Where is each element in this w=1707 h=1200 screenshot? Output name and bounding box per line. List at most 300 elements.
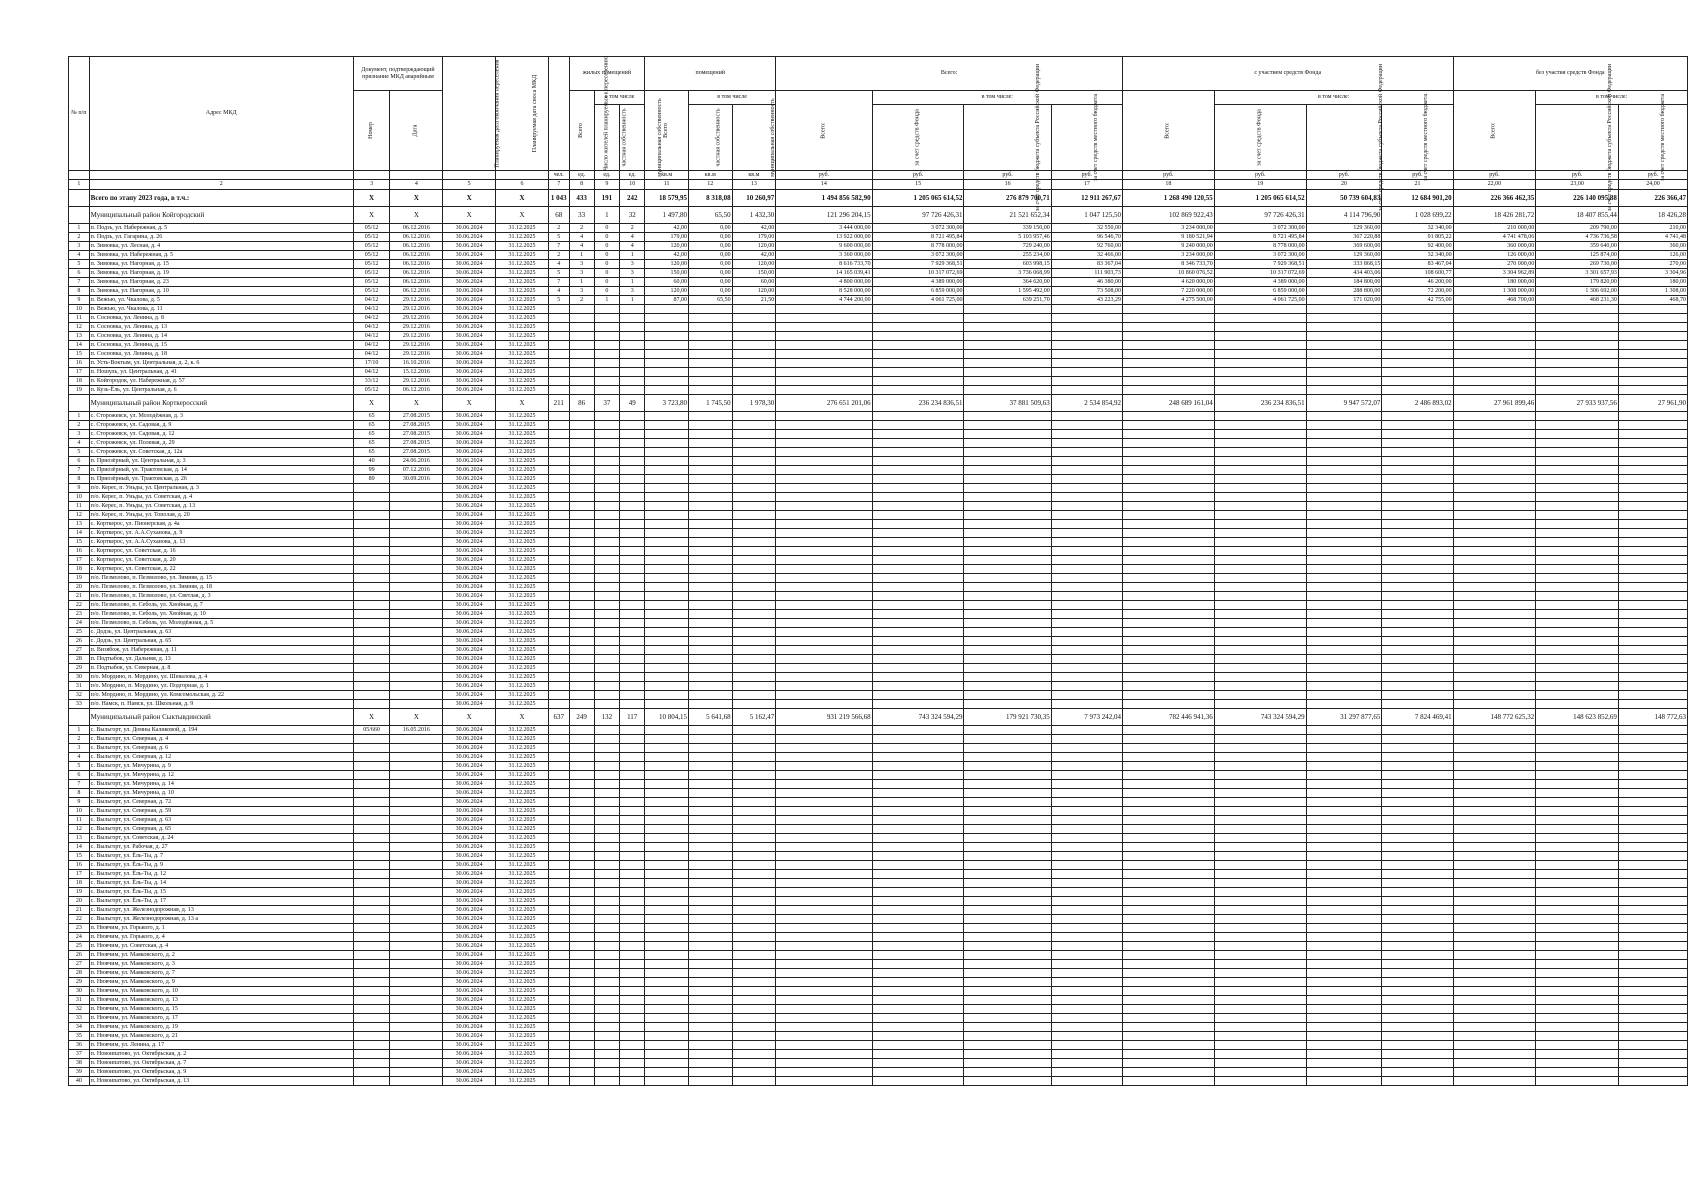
table-cell bbox=[964, 448, 1051, 457]
table-cell bbox=[964, 762, 1051, 771]
table-cell: 30.06.2024 bbox=[443, 834, 496, 843]
table-cell bbox=[1306, 1068, 1382, 1077]
table-cell bbox=[688, 556, 732, 565]
table-cell bbox=[390, 637, 443, 646]
table-cell bbox=[1618, 565, 1687, 574]
table-cell: 30.06.2024 bbox=[443, 789, 496, 798]
table-cell bbox=[548, 798, 569, 807]
table-cell bbox=[776, 1059, 872, 1068]
table-cell bbox=[1306, 305, 1382, 314]
table-cell bbox=[1536, 457, 1619, 466]
table-cell bbox=[1382, 448, 1453, 457]
table-cell: 27.08.2015 bbox=[390, 430, 443, 439]
table-cell bbox=[732, 601, 776, 610]
table-cell bbox=[732, 502, 776, 511]
table-cell bbox=[1122, 359, 1214, 368]
table-cell: 102 869 922,43 bbox=[1122, 207, 1214, 224]
table-cell bbox=[1618, 484, 1687, 493]
table-cell bbox=[569, 332, 594, 341]
table-cell bbox=[645, 502, 689, 511]
district-row bbox=[69, 395, 1688, 412]
table-cell bbox=[1214, 547, 1306, 556]
table-cell: 31.12.2025 bbox=[496, 287, 549, 296]
table-cell bbox=[732, 368, 776, 377]
table-cell bbox=[776, 502, 872, 511]
column-number-cell: 23,00 bbox=[1536, 180, 1619, 190]
area-municipal-header: муниципальная собственность bbox=[732, 105, 776, 171]
table-cell bbox=[1122, 637, 1214, 646]
table-cell: 30.06.2024 bbox=[443, 287, 496, 296]
table-cell bbox=[1536, 430, 1619, 439]
table-cell bbox=[1536, 637, 1619, 646]
table-cell bbox=[1306, 1014, 1382, 1023]
address-cell: с. Корткерос, ул. А.А.Суханова, д. 13 bbox=[89, 538, 353, 547]
table-cell bbox=[1382, 332, 1453, 341]
table-cell bbox=[1453, 1032, 1536, 1041]
table-cell bbox=[1453, 466, 1536, 475]
table-cell: 31.12.2025 bbox=[496, 852, 549, 861]
table-cell: 4 bbox=[69, 439, 90, 448]
table-cell: 0,00 bbox=[688, 287, 732, 296]
column-number-cell: 13 bbox=[732, 180, 776, 190]
table-cell bbox=[872, 529, 964, 538]
table-cell: 9 947 572,07 bbox=[1306, 395, 1382, 412]
table-cell bbox=[1306, 314, 1382, 323]
table-cell bbox=[872, 700, 964, 709]
table-cell bbox=[872, 843, 964, 852]
table-cell: 40 bbox=[69, 1077, 90, 1086]
table-cell bbox=[1618, 377, 1687, 386]
table-cell bbox=[1382, 475, 1453, 484]
table-cell: 30.06.2024 bbox=[443, 1023, 496, 1032]
unit-cell: ед. bbox=[569, 171, 594, 180]
table-cell bbox=[390, 780, 443, 789]
table-cell: 43 223,29 bbox=[1051, 296, 1122, 305]
table-cell: 18 bbox=[69, 377, 90, 386]
table-cell bbox=[1214, 978, 1306, 987]
table-cell bbox=[353, 565, 390, 574]
table-cell bbox=[620, 377, 645, 386]
address-cell: с. Выльгорт, ул. Северная, д. 63 bbox=[89, 816, 353, 825]
table-cell bbox=[569, 870, 594, 879]
table-cell bbox=[390, 942, 443, 951]
table-cell bbox=[594, 673, 619, 682]
table-cell bbox=[390, 1023, 443, 1032]
table-cell bbox=[390, 744, 443, 753]
table-cell: 31 bbox=[69, 996, 90, 1005]
table-cell: 31.12.2025 bbox=[496, 368, 549, 377]
table-cell bbox=[1536, 377, 1619, 386]
table-cell bbox=[1051, 843, 1122, 852]
table-cell bbox=[1051, 1068, 1122, 1077]
table-row bbox=[69, 1032, 1688, 1041]
table-cell bbox=[1122, 556, 1214, 565]
table-cell: 3 723,80 bbox=[645, 395, 689, 412]
table-cell bbox=[620, 574, 645, 583]
table-cell bbox=[872, 493, 964, 502]
table-cell: 65 bbox=[353, 421, 390, 430]
table-cell bbox=[1122, 368, 1214, 377]
table-cell bbox=[1214, 421, 1306, 430]
table-cell bbox=[732, 1077, 776, 1086]
table-cell bbox=[964, 520, 1051, 529]
table-cell bbox=[1306, 682, 1382, 691]
table-cell bbox=[1306, 350, 1382, 359]
table-cell bbox=[548, 332, 569, 341]
table-cell: 5 bbox=[548, 233, 569, 242]
table-cell: 31.12.2025 bbox=[496, 314, 549, 323]
table-cell bbox=[1051, 520, 1122, 529]
table-cell bbox=[872, 305, 964, 314]
table-cell bbox=[732, 753, 776, 762]
table-cell bbox=[1618, 753, 1687, 762]
table-cell bbox=[1618, 771, 1687, 780]
table-cell bbox=[732, 421, 776, 430]
table-cell: 33 bbox=[69, 700, 90, 709]
table-cell bbox=[620, 664, 645, 673]
table-cell bbox=[1306, 744, 1382, 753]
table-cell bbox=[732, 762, 776, 771]
table-cell: 30.06.2024 bbox=[443, 915, 496, 924]
table-cell bbox=[732, 726, 776, 735]
table-cell bbox=[776, 1068, 872, 1077]
table-cell bbox=[1214, 332, 1306, 341]
table-cell bbox=[594, 565, 619, 574]
table-cell bbox=[776, 978, 872, 987]
table-cell bbox=[569, 1005, 594, 1014]
table-cell: 249 bbox=[569, 709, 594, 726]
table-cell: 10 bbox=[69, 305, 90, 314]
table-cell bbox=[594, 601, 619, 610]
table-cell bbox=[594, 987, 619, 996]
table-cell bbox=[732, 915, 776, 924]
table-cell bbox=[964, 619, 1051, 628]
table-cell bbox=[594, 475, 619, 484]
table-cell bbox=[776, 430, 872, 439]
table-cell bbox=[569, 996, 594, 1005]
table-cell: 46 200,00 bbox=[1382, 278, 1453, 287]
table-row bbox=[69, 341, 1688, 350]
table-cell bbox=[548, 377, 569, 386]
table-cell: 27 bbox=[69, 960, 90, 969]
table-cell bbox=[964, 493, 1051, 502]
table-cell bbox=[1382, 726, 1453, 735]
table-cell: 236 234 836,51 bbox=[872, 395, 964, 412]
table-cell: 8 528 000,00 bbox=[776, 287, 872, 296]
table-cell bbox=[548, 691, 569, 700]
table-cell: 0,00 bbox=[688, 278, 732, 287]
table-cell bbox=[645, 637, 689, 646]
table-cell bbox=[594, 789, 619, 798]
table-cell: 8 bbox=[69, 287, 90, 296]
table-cell: 37 881 509,63 bbox=[964, 395, 1051, 412]
table-cell bbox=[732, 637, 776, 646]
table-cell bbox=[1122, 744, 1214, 753]
table-cell: 31.12.2025 bbox=[496, 798, 549, 807]
address-cell: п. Усть-Воктым, ул. Центральная, д. 2, к. 6 bbox=[89, 359, 353, 368]
table-cell bbox=[390, 1077, 443, 1086]
table-cell bbox=[872, 1059, 964, 1068]
table-cell bbox=[645, 762, 689, 771]
table-cell bbox=[620, 682, 645, 691]
table-cell bbox=[1051, 565, 1122, 574]
table-cell bbox=[1382, 421, 1453, 430]
table-cell: 18 bbox=[69, 879, 90, 888]
table-cell bbox=[1536, 610, 1619, 619]
table-cell: 120,00 bbox=[732, 242, 776, 251]
table-cell bbox=[964, 655, 1051, 664]
table-row bbox=[69, 960, 1688, 969]
table-cell bbox=[1214, 556, 1306, 565]
table-cell bbox=[732, 1068, 776, 1077]
table-cell bbox=[353, 547, 390, 556]
table-cell bbox=[645, 789, 689, 798]
table-cell bbox=[1536, 1077, 1619, 1086]
table-cell bbox=[964, 466, 1051, 475]
unit-cell bbox=[89, 171, 353, 180]
table-row bbox=[69, 421, 1688, 430]
table-cell bbox=[1536, 412, 1619, 421]
table-cell bbox=[688, 448, 732, 457]
table-cell bbox=[964, 888, 1051, 897]
table-cell bbox=[390, 807, 443, 816]
table-cell bbox=[1618, 1068, 1687, 1077]
table-cell: 68 bbox=[548, 207, 569, 224]
table-cell bbox=[1306, 753, 1382, 762]
address-cell: п. Приозёрный, ул. Центральная, д. 3 bbox=[89, 457, 353, 466]
table-cell bbox=[1214, 1059, 1306, 1068]
table-cell bbox=[548, 852, 569, 861]
table-cell bbox=[353, 520, 390, 529]
table-cell bbox=[620, 350, 645, 359]
table-cell bbox=[645, 960, 689, 969]
table-cell: 30.06.2024 bbox=[443, 655, 496, 664]
table-cell bbox=[1051, 439, 1122, 448]
table-cell bbox=[569, 520, 594, 529]
table-cell: 4 bbox=[620, 242, 645, 251]
table-cell bbox=[390, 664, 443, 673]
table-cell bbox=[390, 852, 443, 861]
table-cell bbox=[1536, 368, 1619, 377]
table-cell bbox=[353, 610, 390, 619]
table-cell bbox=[1618, 1059, 1687, 1068]
table-cell bbox=[964, 924, 1051, 933]
table-cell bbox=[548, 673, 569, 682]
table-cell bbox=[1122, 780, 1214, 789]
table-cell bbox=[1536, 493, 1619, 502]
table-cell bbox=[1051, 502, 1122, 511]
table-cell bbox=[1453, 1023, 1536, 1032]
table-cell: 65 bbox=[353, 412, 390, 421]
table-cell: 150,00 bbox=[732, 269, 776, 278]
table-cell: 3 304 962,89 bbox=[1453, 269, 1536, 278]
table-cell bbox=[548, 350, 569, 359]
table-cell bbox=[548, 942, 569, 951]
table-cell bbox=[872, 574, 964, 583]
table-cell: 3 234 000,00 bbox=[1122, 251, 1214, 260]
table-cell: 30.06.2024 bbox=[443, 628, 496, 637]
table-cell: 179 921 730,35 bbox=[964, 709, 1051, 726]
table-cell bbox=[620, 314, 645, 323]
table-cell bbox=[594, 628, 619, 637]
table-cell bbox=[353, 529, 390, 538]
table-cell: 31.12.2025 bbox=[496, 726, 549, 735]
table-cell bbox=[594, 888, 619, 897]
table-cell bbox=[569, 798, 594, 807]
table-cell bbox=[732, 466, 776, 475]
table-cell bbox=[1122, 421, 1214, 430]
table-row bbox=[69, 1005, 1688, 1014]
table-cell bbox=[620, 978, 645, 987]
table-cell bbox=[732, 574, 776, 583]
table-cell bbox=[872, 933, 964, 942]
table-cell bbox=[1536, 780, 1619, 789]
table-cell bbox=[1453, 789, 1536, 798]
table-cell bbox=[1122, 753, 1214, 762]
table-cell bbox=[594, 906, 619, 915]
table-cell bbox=[1382, 502, 1453, 511]
table-cell bbox=[620, 628, 645, 637]
table-cell bbox=[548, 924, 569, 933]
table-cell bbox=[548, 323, 569, 332]
table-cell bbox=[1051, 529, 1122, 538]
table-cell bbox=[594, 511, 619, 520]
table-cell bbox=[688, 682, 732, 691]
table-cell bbox=[620, 502, 645, 511]
table-cell: 7 bbox=[548, 278, 569, 287]
table-cell bbox=[776, 565, 872, 574]
table-cell bbox=[1536, 529, 1619, 538]
table-cell bbox=[594, 574, 619, 583]
table-cell bbox=[1051, 762, 1122, 771]
table-cell bbox=[353, 1077, 390, 1086]
table-cell: 42 755,00 bbox=[1382, 296, 1453, 305]
table-cell: 30.06.2024 bbox=[443, 412, 496, 421]
table-cell bbox=[732, 314, 776, 323]
table-cell bbox=[688, 673, 732, 682]
table-cell bbox=[688, 502, 732, 511]
table-cell bbox=[1306, 368, 1382, 377]
table-cell: 120,00 bbox=[645, 260, 689, 269]
table-cell bbox=[1306, 484, 1382, 493]
table-cell bbox=[732, 556, 776, 565]
table-cell bbox=[645, 1014, 689, 1023]
table-cell bbox=[1453, 1014, 1536, 1023]
table-cell bbox=[688, 610, 732, 619]
table-cell: 31.12.2025 bbox=[496, 269, 549, 278]
table-cell bbox=[645, 879, 689, 888]
table-cell bbox=[569, 960, 594, 969]
table-cell bbox=[964, 332, 1051, 341]
table-cell bbox=[1382, 466, 1453, 475]
table-cell bbox=[1618, 924, 1687, 933]
address-cell: с. Выльгорт, ул. Северная, д. 6 bbox=[89, 744, 353, 753]
table-cell: 30.06.2024 bbox=[443, 1068, 496, 1077]
table-cell bbox=[872, 511, 964, 520]
table-cell bbox=[1306, 457, 1382, 466]
table-cell bbox=[353, 1068, 390, 1077]
table-cell bbox=[353, 1041, 390, 1050]
table-cell: 26 bbox=[69, 637, 90, 646]
table-cell bbox=[1536, 789, 1619, 798]
table-cell bbox=[872, 744, 964, 753]
table-cell bbox=[732, 798, 776, 807]
table-cell bbox=[1122, 439, 1214, 448]
table-cell bbox=[776, 421, 872, 430]
table-row bbox=[69, 448, 1688, 457]
table-cell bbox=[1214, 906, 1306, 915]
table-cell bbox=[1453, 332, 1536, 341]
table-cell: 31.12.2025 bbox=[496, 879, 549, 888]
table-cell bbox=[548, 448, 569, 457]
table-cell bbox=[620, 951, 645, 960]
table-cell bbox=[645, 655, 689, 664]
table-cell: X bbox=[390, 190, 443, 207]
table-cell: 434 403,06 bbox=[1306, 269, 1382, 278]
table-cell bbox=[645, 628, 689, 637]
table-cell bbox=[1214, 1041, 1306, 1050]
table-cell bbox=[1306, 377, 1382, 386]
table-cell bbox=[390, 933, 443, 942]
table-cell: 30.06.2024 bbox=[443, 1077, 496, 1086]
table-cell bbox=[548, 359, 569, 368]
table-cell: 1 047 125,50 bbox=[1051, 207, 1122, 224]
table-cell bbox=[776, 475, 872, 484]
table-cell bbox=[1618, 341, 1687, 350]
table-cell: 2 bbox=[620, 224, 645, 233]
table-cell bbox=[353, 771, 390, 780]
table-cell bbox=[390, 556, 443, 565]
table-cell bbox=[1122, 915, 1214, 924]
table-cell bbox=[1536, 915, 1619, 924]
table-cell bbox=[1618, 879, 1687, 888]
table-cell: 31.12.2025 bbox=[496, 493, 549, 502]
table-cell bbox=[645, 1023, 689, 1032]
table-cell: 30.06.2024 bbox=[443, 942, 496, 951]
table-cell: 33 bbox=[69, 1014, 90, 1023]
table-cell bbox=[620, 960, 645, 969]
table-cell bbox=[1618, 619, 1687, 628]
table-cell: 31.12.2025 bbox=[496, 1059, 549, 1068]
table-cell bbox=[569, 816, 594, 825]
table-cell bbox=[1618, 628, 1687, 637]
table-cell: 31.12.2025 bbox=[496, 807, 549, 816]
table-cell bbox=[964, 637, 1051, 646]
table-cell bbox=[872, 825, 964, 834]
column-number-cell: 19 bbox=[1214, 180, 1306, 190]
table-cell bbox=[390, 870, 443, 879]
table-cell bbox=[1618, 744, 1687, 753]
table-cell: 31.12.2025 bbox=[496, 305, 549, 314]
table-cell: 31.12.2025 bbox=[496, 448, 549, 457]
table-cell bbox=[1051, 421, 1122, 430]
table-row bbox=[69, 816, 1688, 825]
table-cell bbox=[1122, 493, 1214, 502]
table-cell: 31.12.2025 bbox=[496, 233, 549, 242]
table-cell bbox=[548, 825, 569, 834]
table-cell: 37 bbox=[594, 395, 619, 412]
table-cell bbox=[1382, 646, 1453, 655]
table-cell bbox=[594, 323, 619, 332]
table-cell bbox=[1536, 386, 1619, 395]
table-cell bbox=[390, 771, 443, 780]
table-cell bbox=[776, 816, 872, 825]
table-cell bbox=[569, 529, 594, 538]
table-row bbox=[69, 1014, 1688, 1023]
table-cell bbox=[594, 556, 619, 565]
table-cell bbox=[1382, 439, 1453, 448]
table-row bbox=[69, 242, 1688, 251]
